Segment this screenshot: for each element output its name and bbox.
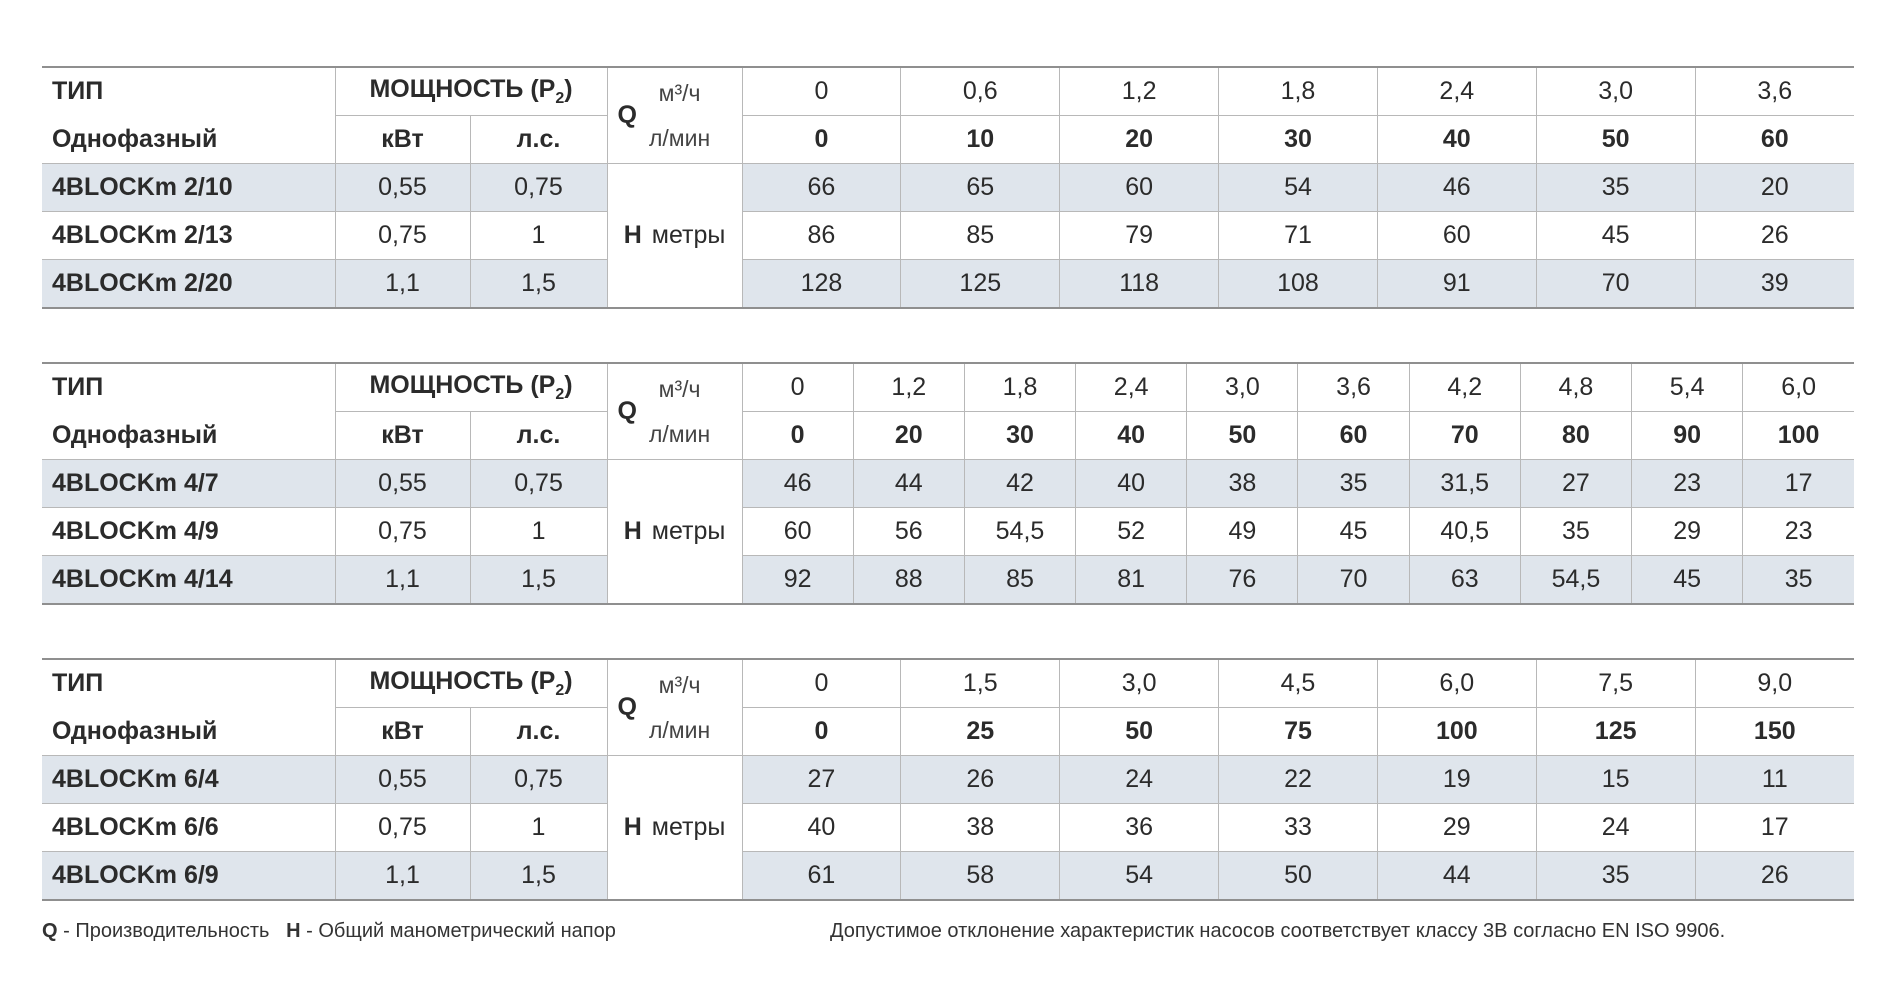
flow-m3h-value: 7,5 <box>1536 659 1695 708</box>
flow-m3h-value: 4,2 <box>1409 363 1520 412</box>
header-row-flow-m3h <box>42 659 1854 708</box>
head-value: 46 <box>742 460 853 508</box>
head-value: 70 <box>1536 260 1695 309</box>
power-hp: 1,5 <box>470 556 607 605</box>
header-row-flow-lmin <box>42 708 1854 756</box>
model-name: 4BLOCKm 4/7 <box>42 460 335 508</box>
power-hp: 0,75 <box>470 164 607 212</box>
h-units-cell <box>607 460 742 605</box>
flow-m3h-value: 1,2 <box>853 363 964 412</box>
flow-lmin-value: 40 <box>1377 116 1536 164</box>
head-value: 46 <box>1377 164 1536 212</box>
power-hp: 1 <box>470 508 607 556</box>
model-name: 4BLOCKm 4/9 <box>42 508 335 556</box>
head-value: 24 <box>1060 756 1219 804</box>
power-close: ) <box>564 75 573 103</box>
head-value: 22 <box>1219 756 1378 804</box>
h-letter: H <box>623 221 642 249</box>
power-kw: 0,55 <box>335 164 470 212</box>
power-kw: 1,1 <box>335 556 470 605</box>
unit-lmin: л/мин <box>648 716 711 743</box>
flow-lmin-value: 20 <box>853 412 964 460</box>
q-units-cell <box>607 67 742 164</box>
head-value: 44 <box>853 460 964 508</box>
flow-lmin-value: 25 <box>901 708 1060 756</box>
performance-table <box>42 658 1854 901</box>
flow-lmin-value: 50 <box>1060 708 1219 756</box>
head-value: 45 <box>1536 212 1695 260</box>
head-value: 36 <box>1060 804 1219 852</box>
phase-header: Однофазный <box>42 412 335 460</box>
type-header: ТИП <box>42 659 335 708</box>
q-letter: Q <box>617 397 637 425</box>
flow-lmin-value: 70 <box>1409 412 1520 460</box>
h-unit: метры <box>651 221 726 249</box>
unit-m3h: м³/ч <box>658 79 701 106</box>
head-value: 71 <box>1219 212 1378 260</box>
unit-lmin: л/мин <box>648 124 711 151</box>
model-row <box>42 508 1854 556</box>
header-row-flow-m3h <box>42 363 1854 412</box>
flow-m3h-value: 0,6 <box>901 67 1060 116</box>
head-value: 35 <box>1520 508 1631 556</box>
unit-m3h: м³/ч <box>658 375 701 402</box>
flow-lmin-value: 100 <box>1743 412 1854 460</box>
head-value: 38 <box>1187 460 1298 508</box>
head-value: 35 <box>1536 852 1695 901</box>
head-value: 79 <box>1060 212 1219 260</box>
flow-lmin-value: 10 <box>901 116 1060 164</box>
flow-m3h-value: 3,6 <box>1695 67 1854 116</box>
head-value: 49 <box>1187 508 1298 556</box>
flow-lmin-value: 30 <box>1219 116 1378 164</box>
head-value: 33 <box>1219 804 1378 852</box>
head-value: 17 <box>1695 804 1854 852</box>
head-value: 19 <box>1377 756 1536 804</box>
h-letter: H <box>623 517 642 545</box>
head-value: 11 <box>1695 756 1854 804</box>
power-close: ) <box>564 667 573 695</box>
power-label: МОЩНОСТЬ (P <box>369 667 556 695</box>
model-row <box>42 804 1854 852</box>
head-value: 54 <box>1060 852 1219 901</box>
head-value: 128 <box>742 260 901 309</box>
power-header <box>335 659 607 708</box>
performance-table <box>42 362 1854 605</box>
head-value: 39 <box>1695 260 1854 309</box>
head-value: 15 <box>1536 756 1695 804</box>
flow-lmin-value: 125 <box>1536 708 1695 756</box>
flow-lmin-value: 90 <box>1632 412 1743 460</box>
head-value: 26 <box>1695 212 1854 260</box>
model-row <box>42 260 1854 309</box>
power-label: МОЩНОСТЬ (P <box>369 75 556 103</box>
head-value: 27 <box>1520 460 1631 508</box>
flow-lmin-value: 100 <box>1377 708 1536 756</box>
power-hp: 0,75 <box>470 460 607 508</box>
unit-m3h: м³/ч <box>658 671 701 698</box>
q-units-cell <box>607 363 742 460</box>
head-value: 54,5 <box>1520 556 1631 605</box>
flow-m3h-value: 4,5 <box>1219 659 1378 708</box>
power-kw: 1,1 <box>335 852 470 901</box>
head-value: 40,5 <box>1409 508 1520 556</box>
type-header: ТИП <box>42 67 335 116</box>
performance-table <box>42 66 1854 309</box>
h-unit: метры <box>651 813 726 841</box>
flow-lmin-value: 0 <box>814 125 829 153</box>
flow-lmin-value: 75 <box>1219 708 1378 756</box>
head-value: 44 <box>1377 852 1536 901</box>
flow-lmin-value: 30 <box>964 412 1075 460</box>
head-value: 108 <box>1219 260 1378 309</box>
flow-lmin-value: 0 <box>790 421 805 449</box>
power-kw: 1,1 <box>335 260 470 309</box>
flow-m3h-value: 6,0 <box>1743 363 1854 412</box>
h-unit: метры <box>651 517 726 545</box>
flow-m3h-value: 0 <box>742 659 901 708</box>
power-hp: 1,5 <box>470 260 607 309</box>
flow-m3h-value: 2,4 <box>1377 67 1536 116</box>
flow-m3h-value: 3,0 <box>1536 67 1695 116</box>
flow-m3h-value: 3,0 <box>1060 659 1219 708</box>
flow-m3h-value: 3,0 <box>1187 363 1298 412</box>
model-name: 4BLOCKm 2/10 <box>42 164 335 212</box>
flow-m3h-value: 4,8 <box>1520 363 1631 412</box>
model-row <box>42 852 1854 901</box>
kw-header: кВт <box>335 116 470 164</box>
phase-header: Однофазный <box>42 116 335 164</box>
flow-lmin-value: 80 <box>1520 412 1631 460</box>
head-value: 92 <box>742 556 853 605</box>
head-value: 81 <box>1076 556 1187 605</box>
head-value: 54 <box>1219 164 1378 212</box>
head-value: 56 <box>853 508 964 556</box>
header-row-flow-lmin <box>42 412 1854 460</box>
q-units-cell <box>607 659 742 756</box>
power-close: ) <box>564 371 573 399</box>
flow-lmin-value: 50 <box>1536 116 1695 164</box>
head-value: 40 <box>742 804 901 852</box>
unit-lmin: л/мин <box>648 420 711 447</box>
flow-m3h-value: 1,5 <box>901 659 1060 708</box>
hp-header: л.с. <box>470 116 607 164</box>
head-value: 35 <box>1743 556 1854 605</box>
power-kw: 0,55 <box>335 460 470 508</box>
flow-m3h-value: 6,0 <box>1377 659 1536 708</box>
header-row-flow-lmin <box>42 116 1854 164</box>
head-value: 66 <box>742 164 901 212</box>
head-value: 29 <box>1377 804 1536 852</box>
head-value: 24 <box>1536 804 1695 852</box>
kw-header: кВт <box>335 412 470 460</box>
hp-header: л.с. <box>470 708 607 756</box>
head-value: 63 <box>1409 556 1520 605</box>
head-value: 35 <box>1298 460 1409 508</box>
flow-lmin-value: 60 <box>1695 116 1854 164</box>
power-header <box>335 363 607 412</box>
phase-header: Однофазный <box>42 708 335 756</box>
flow-lmin-value: 150 <box>1695 708 1854 756</box>
head-value: 27 <box>742 756 901 804</box>
power-kw: 0,75 <box>335 212 470 260</box>
flow-m3h-value: 3,6 <box>1298 363 1409 412</box>
power-kw: 0,75 <box>335 804 470 852</box>
head-value: 60 <box>1060 164 1219 212</box>
h-letter: H <box>623 813 642 841</box>
head-value: 29 <box>1632 508 1743 556</box>
flow-m3h-value: 1,8 <box>964 363 1075 412</box>
flow-m3h-value: 5,4 <box>1632 363 1743 412</box>
flow-m3h-value: 0 <box>742 67 901 116</box>
head-value: 91 <box>1377 260 1536 309</box>
head-value: 42 <box>964 460 1075 508</box>
head-value: 125 <box>901 260 1060 309</box>
flow-lmin-value: 50 <box>1187 412 1298 460</box>
tolerance-note: Допустимое отклонение характеристик насосов соответствует классу 3B согласно EN ISO 9906. <box>830 920 1726 942</box>
head-value: 45 <box>1632 556 1743 605</box>
head-value: 65 <box>901 164 1060 212</box>
flow-m3h-value: 0 <box>742 363 853 412</box>
head-value: 23 <box>1743 508 1854 556</box>
power-hp: 1 <box>470 804 607 852</box>
model-row <box>42 556 1854 605</box>
head-value: 85 <box>901 212 1060 260</box>
head-value: 52 <box>1076 508 1187 556</box>
flow-m3h-value: 1,8 <box>1219 67 1378 116</box>
model-row <box>42 164 1854 212</box>
head-value: 70 <box>1298 556 1409 605</box>
h-units-cell <box>607 756 742 901</box>
flow-lmin-value: 40 <box>1076 412 1187 460</box>
q-letter: Q <box>617 101 637 129</box>
power-subscript: 2 <box>555 386 565 403</box>
head-value: 58 <box>901 852 1060 901</box>
head-value: 45 <box>1298 508 1409 556</box>
head-value: 60 <box>1377 212 1536 260</box>
q-letter: Q <box>617 693 637 721</box>
model-name: 4BLOCKm 6/6 <box>42 804 335 852</box>
head-value: 54,5 <box>964 508 1075 556</box>
model-name: 4BLOCKm 2/20 <box>42 260 335 309</box>
head-value: 20 <box>1695 164 1854 212</box>
head-value: 35 <box>1536 164 1695 212</box>
header-row-flow-m3h <box>42 67 1854 116</box>
head-value: 31,5 <box>1409 460 1520 508</box>
model-name: 4BLOCKm 2/13 <box>42 212 335 260</box>
model-row <box>42 460 1854 508</box>
flow-m3h-value: 2,4 <box>1076 363 1187 412</box>
power-kw: 0,55 <box>335 756 470 804</box>
head-value: 17 <box>1743 460 1854 508</box>
power-kw: 0,75 <box>335 508 470 556</box>
model-name: 4BLOCKm 6/9 <box>42 852 335 901</box>
head-value: 26 <box>1695 852 1854 901</box>
power-label: МОЩНОСТЬ (P <box>369 371 556 399</box>
head-value: 40 <box>1076 460 1187 508</box>
kw-header: кВт <box>335 708 470 756</box>
model-row <box>42 212 1854 260</box>
flow-m3h-value: 9,0 <box>1695 659 1854 708</box>
hp-header: л.с. <box>470 412 607 460</box>
head-value: 118 <box>1060 260 1219 309</box>
h-units-cell <box>607 164 742 309</box>
head-value: 60 <box>742 508 853 556</box>
flow-lmin-value: 0 <box>814 717 829 745</box>
power-hp: 0,75 <box>470 756 607 804</box>
head-value: 86 <box>742 212 901 260</box>
flow-m3h-value: 1,2 <box>1060 67 1219 116</box>
model-name: 4BLOCKm 4/14 <box>42 556 335 605</box>
head-value: 26 <box>901 756 1060 804</box>
flow-lmin-value: 60 <box>1298 412 1409 460</box>
power-header <box>335 67 607 116</box>
flow-lmin-value: 20 <box>1060 116 1219 164</box>
model-name: 4BLOCKm 6/4 <box>42 756 335 804</box>
power-subscript: 2 <box>555 90 565 107</box>
head-value: 50 <box>1219 852 1378 901</box>
head-value: 23 <box>1632 460 1743 508</box>
power-subscript: 2 <box>555 682 565 699</box>
power-hp: 1 <box>470 212 607 260</box>
head-value: 61 <box>742 852 901 901</box>
type-header: ТИП <box>42 363 335 412</box>
head-value: 76 <box>1187 556 1298 605</box>
head-value: 88 <box>853 556 964 605</box>
model-row <box>42 756 1854 804</box>
head-value: 38 <box>901 804 1060 852</box>
power-hp: 1,5 <box>470 852 607 901</box>
legend-q-h: Q - Производительность H - Общий манометрический напор <box>42 920 616 942</box>
head-value: 85 <box>964 556 1075 605</box>
